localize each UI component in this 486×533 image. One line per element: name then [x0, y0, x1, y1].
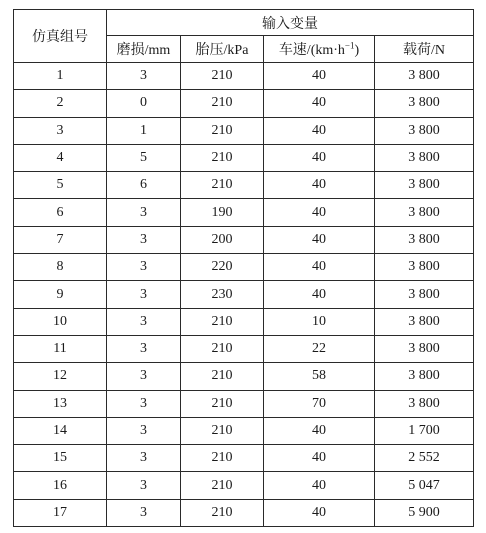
cell-tire-pressure: 210: [181, 363, 264, 390]
cell-sim-id: 2: [14, 90, 107, 117]
table-row: [14, 90, 474, 117]
cell-wear: 3: [107, 390, 181, 417]
cell-load: 3 800: [375, 390, 474, 417]
cell-tire-pressure: 190: [181, 199, 264, 226]
cell-speed: 70: [264, 390, 375, 417]
cell-load: 2 552: [375, 445, 474, 472]
cell-speed: 40: [264, 254, 375, 281]
cell-speed: 40: [264, 281, 375, 308]
cell-wear: 3: [107, 63, 181, 90]
cell-speed: 40: [264, 417, 375, 444]
cell-sim-id: 1: [14, 63, 107, 90]
cell-load: 1 700: [375, 417, 474, 444]
speed-header-superscript: −1: [344, 40, 355, 51]
cell-wear: 3: [107, 445, 181, 472]
cell-speed: 40: [264, 472, 375, 499]
cell-tire-pressure: 210: [181, 445, 264, 472]
cell-sim-id: 11: [14, 335, 107, 362]
cell-tire-pressure: 210: [181, 472, 264, 499]
cell-load: 5 900: [375, 499, 474, 526]
cell-speed: 40: [264, 90, 375, 117]
cell-wear: 3: [107, 281, 181, 308]
cell-sim-id: 10: [14, 308, 107, 335]
cell-tire-pressure: 210: [181, 172, 264, 199]
cell-speed: 58: [264, 363, 375, 390]
cell-load: 3 800: [375, 281, 474, 308]
cell-speed: 40: [264, 63, 375, 90]
cell-tire-pressure: 210: [181, 308, 264, 335]
header-row-group: [14, 10, 474, 36]
column-header-speed: [264, 36, 375, 63]
cell-wear: 5: [107, 144, 181, 171]
table-row: [14, 335, 474, 362]
cell-speed: 40: [264, 172, 375, 199]
table-body: [14, 63, 474, 527]
cell-sim-id: 13: [14, 390, 107, 417]
cell-load: 3 800: [375, 63, 474, 90]
table-row: [14, 308, 474, 335]
cell-sim-id: 6: [14, 199, 107, 226]
cell-wear: 0: [107, 90, 181, 117]
cell-sim-id: 8: [14, 254, 107, 281]
table-row: [14, 254, 474, 281]
cell-wear: 6: [107, 172, 181, 199]
table-row: [14, 363, 474, 390]
cell-tire-pressure: 210: [181, 335, 264, 362]
table-row: [14, 144, 474, 171]
group-header-input-variables: 输入变量: [107, 10, 474, 36]
speed-header-text: 车速/(km·h: [278, 43, 345, 58]
table-row: [14, 281, 474, 308]
cell-load: 3 800: [375, 335, 474, 362]
cell-tire-pressure: 210: [181, 144, 264, 171]
cell-tire-pressure: 210: [181, 499, 264, 526]
row-header-sim-group: 仿真组号: [14, 10, 107, 63]
cell-sim-id: 12: [14, 363, 107, 390]
cell-wear: 3: [107, 363, 181, 390]
cell-sim-id: 16: [14, 472, 107, 499]
cell-load: 3 800: [375, 144, 474, 171]
cell-wear: 3: [107, 499, 181, 526]
cell-sim-id: 15: [14, 445, 107, 472]
cell-tire-pressure: 220: [181, 254, 264, 281]
cell-speed: 22: [264, 335, 375, 362]
table-row: [14, 499, 474, 526]
cell-speed: 40: [264, 199, 375, 226]
table-row: [14, 117, 474, 144]
cell-speed: 40: [264, 117, 375, 144]
table-row: [14, 63, 474, 90]
cell-wear: 3: [107, 199, 181, 226]
cell-sim-id: 17: [14, 499, 107, 526]
table-row: [14, 172, 474, 199]
cell-wear: 3: [107, 335, 181, 362]
cell-load: 3 800: [375, 172, 474, 199]
cell-speed: 40: [264, 144, 375, 171]
cell-tire-pressure: 210: [181, 417, 264, 444]
column-header-load: 载荷/N: [375, 36, 474, 63]
cell-load: 3 800: [375, 254, 474, 281]
cell-load: 3 800: [375, 226, 474, 253]
cell-load: 3 800: [375, 363, 474, 390]
cell-wear: 3: [107, 254, 181, 281]
cell-load: 3 800: [375, 117, 474, 144]
table-row: [14, 390, 474, 417]
cell-wear: 3: [107, 472, 181, 499]
column-header-tire-pressure: 胎压/kPa: [181, 36, 264, 63]
cell-load: 3 800: [375, 90, 474, 117]
column-header-wear: 磨损/mm: [107, 36, 181, 63]
simulation-table-container: [13, 9, 473, 527]
table-row: [14, 226, 474, 253]
cell-tire-pressure: 200: [181, 226, 264, 253]
cell-sim-id: 5: [14, 172, 107, 199]
cell-load: 3 800: [375, 199, 474, 226]
table-row: [14, 417, 474, 444]
cell-tire-pressure: 210: [181, 90, 264, 117]
cell-sim-id: 3: [14, 117, 107, 144]
cell-tire-pressure: 210: [181, 117, 264, 144]
table-row: [14, 472, 474, 499]
cell-speed: 10: [264, 308, 375, 335]
cell-sim-id: 9: [14, 281, 107, 308]
cell-load: 5 047: [375, 472, 474, 499]
table-row: [14, 199, 474, 226]
cell-sim-id: 4: [14, 144, 107, 171]
speed-header-close: ): [354, 43, 360, 58]
cell-tire-pressure: 210: [181, 390, 264, 417]
cell-sim-id: 7: [14, 226, 107, 253]
cell-tire-pressure: 230: [181, 281, 264, 308]
cell-speed: 40: [264, 226, 375, 253]
simulation-table: [13, 9, 474, 527]
cell-wear: 1: [107, 117, 181, 144]
cell-tire-pressure: 210: [181, 63, 264, 90]
cell-speed: 40: [264, 445, 375, 472]
cell-wear: 3: [107, 308, 181, 335]
cell-wear: 3: [107, 417, 181, 444]
cell-wear: 3: [107, 226, 181, 253]
cell-speed: 40: [264, 499, 375, 526]
cell-sim-id: 14: [14, 417, 107, 444]
table-row: [14, 445, 474, 472]
cell-load: 3 800: [375, 308, 474, 335]
